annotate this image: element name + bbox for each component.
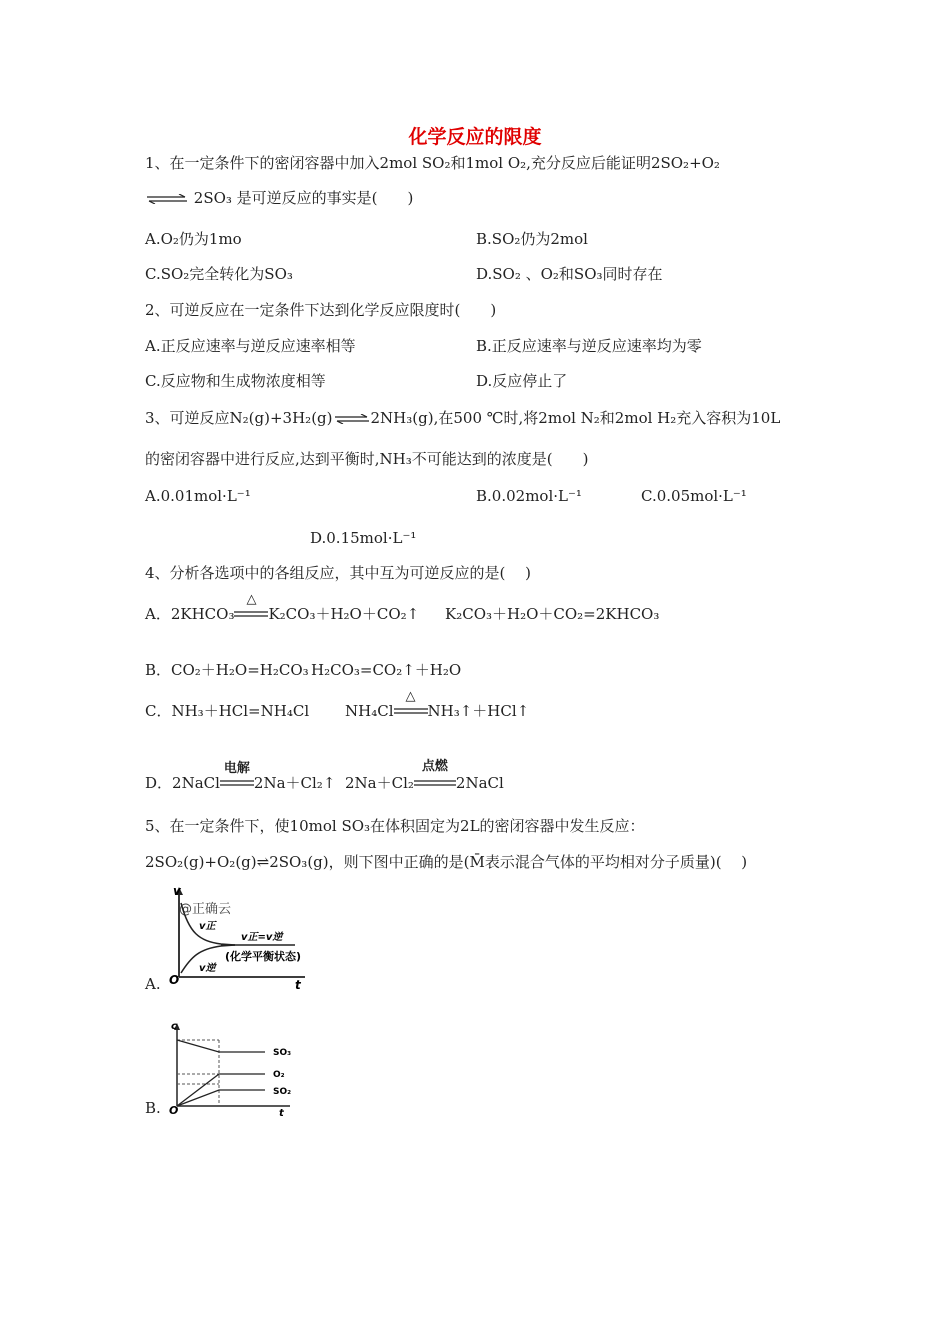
- q5-stem-line1: 5、在一定条件下，使10mol SO₃在体积固定为2L的密闭容器中发生反应：: [145, 817, 645, 835]
- ignition-label: 点燃: [421, 759, 448, 774]
- v-forward-label: v正: [199, 921, 216, 932]
- q1-option-d: D.SO₂ 、O₂和SO₃同时存在: [476, 265, 663, 283]
- q1-option-a: A.O₂仍为1mo: [145, 230, 242, 248]
- double-bar-icon: [394, 706, 428, 716]
- heat-condition: [394, 689, 428, 721]
- q4-option-b-reaction2: H₂CO₃=CO₂↑＋H₂O: [311, 661, 462, 679]
- q3-stem-line2: 的密闭容器中进行反应,达到平衡时,NH₃不可能达到的浓度是( ): [145, 450, 589, 468]
- so3-legend-label: SO₃: [273, 1048, 292, 1058]
- watermark-text: @正确云: [179, 902, 232, 917]
- q1-stem-line2: [145, 188, 413, 208]
- heat-symbol: △: [246, 592, 257, 607]
- q4-d1-reactant: D．2NaCl: [145, 774, 220, 792]
- q3-option-a: A.0.01mol·L⁻¹: [145, 487, 251, 505]
- equilibrium-arrow-icon: [333, 414, 371, 424]
- electrolysis-condition: [220, 761, 254, 793]
- q3-stem-part2: 2NH₃(g),在500 ℃时,将2mol N₂和2mol H₂充入容积为10L: [370, 409, 781, 427]
- q4-option-c-reaction2: [345, 689, 530, 721]
- so2-curve: [177, 1090, 265, 1106]
- q4-d1-product: 2Na＋Cl₂↑: [253, 774, 336, 792]
- ignition-condition: [414, 759, 456, 793]
- equal-rate-label: v正=v逆: [241, 932, 283, 943]
- q4-option-a-reaction1: [145, 592, 420, 624]
- q4-option-b-reaction1: B．CO₂＋H₂O=H₂CO₃: [145, 661, 309, 679]
- x-axis-label: t: [295, 978, 301, 990]
- q4-c2-reactant: NH₄Cl: [345, 702, 394, 720]
- q2-option-d: D.反应停止了: [476, 372, 568, 390]
- q4-option-c-reaction1: C．NH₃＋HCl=NH₄Cl: [145, 702, 310, 720]
- q3-option-c: C.0.05mol·L⁻¹: [641, 487, 747, 505]
- q2-option-a: A.正反应速率与逆反应速率相等: [145, 337, 356, 355]
- figure-a-rate-time-graph: [165, 885, 315, 990]
- double-bar-icon: [220, 778, 254, 788]
- x-axis-label: t: [279, 1108, 284, 1118]
- double-bar-icon: [414, 778, 456, 788]
- double-bar-icon: [234, 609, 268, 619]
- q5-option-a-label: A.: [145, 975, 161, 993]
- q1-option-b: B.SO₂仍为2mol: [476, 230, 588, 248]
- q4-stem: 4、分析各选项中的各组反应，其中互为可逆反应的是( ): [145, 564, 532, 582]
- heat-symbol: △: [405, 689, 416, 704]
- q1-stem-line1: 1、在一定条件下的密闭容器中加入2mol SO₂和1mol O₂,充分反应后能证明2SO₂+O₂: [145, 154, 720, 172]
- electrolysis-label: 电解: [223, 761, 250, 776]
- equilibrium-state-label: (化学平衡状态): [225, 950, 302, 963]
- y-axis-label: c: [171, 1021, 177, 1032]
- q4-option-d-reaction1: [145, 761, 336, 793]
- q3-option-d: D.0.15mol·L⁻¹: [310, 529, 417, 547]
- origin-label: O: [169, 973, 180, 987]
- figure-b-concentration-time-graph: [165, 1018, 305, 1118]
- q1-stem-text: 2SO₃ 是可逆反应的事实是( ): [193, 189, 414, 207]
- y-axis-label: v: [173, 885, 181, 898]
- q4-a1-reactant: A．2KHCO₃: [145, 605, 235, 623]
- q4-d2-reactant: 2Na＋Cl₂: [345, 774, 414, 792]
- q4-d2-product: 2NaCl: [455, 774, 504, 792]
- heat-condition: [234, 592, 268, 624]
- q4-option-a-reaction2: K₂CO₃＋H₂O＋CO₂=2KHCO₃: [445, 605, 660, 623]
- q3-stem-line1: [145, 408, 780, 428]
- origin-label: O: [169, 1104, 179, 1117]
- q4-c2-product: NH₃↑＋HCl↑: [427, 702, 530, 720]
- q1-option-c: C.SO₂完全转化为SO₃: [145, 265, 293, 283]
- so3-curve: [177, 1040, 265, 1052]
- q4-a1-product: K₂CO₃＋H₂O＋CO₂↑: [268, 605, 420, 623]
- page-title: 化学反应的限度: [408, 126, 542, 148]
- q3-stem-part1: 3、可逆反应N₂(g)+3H₂(g): [145, 409, 333, 427]
- q2-option-c: C.反应物和生成物浓度相等: [145, 372, 326, 390]
- q5-option-b-label: B.: [145, 1099, 161, 1117]
- q3-option-b: B.0.02mol·L⁻¹: [476, 487, 582, 505]
- q4-option-d-reaction2: [345, 759, 504, 793]
- q2-option-b: B.正反应速率与逆反应速率均为零: [476, 337, 702, 355]
- v-reverse-label: v逆: [199, 963, 216, 974]
- q5-stem-line2: 2SO₂(g)+O₂(g)⇌2SO₃(g)，则下图中正确的是(M̄表示混合气体的平均相对分子质量)( ): [145, 853, 748, 871]
- equilibrium-arrow-icon: [145, 194, 189, 204]
- q2-stem: 2、可逆反应在一定条件下达到化学反应限度时( ): [145, 301, 497, 319]
- o2-legend-label: O₂: [273, 1070, 285, 1080]
- so2-legend-label: SO₂: [273, 1087, 292, 1097]
